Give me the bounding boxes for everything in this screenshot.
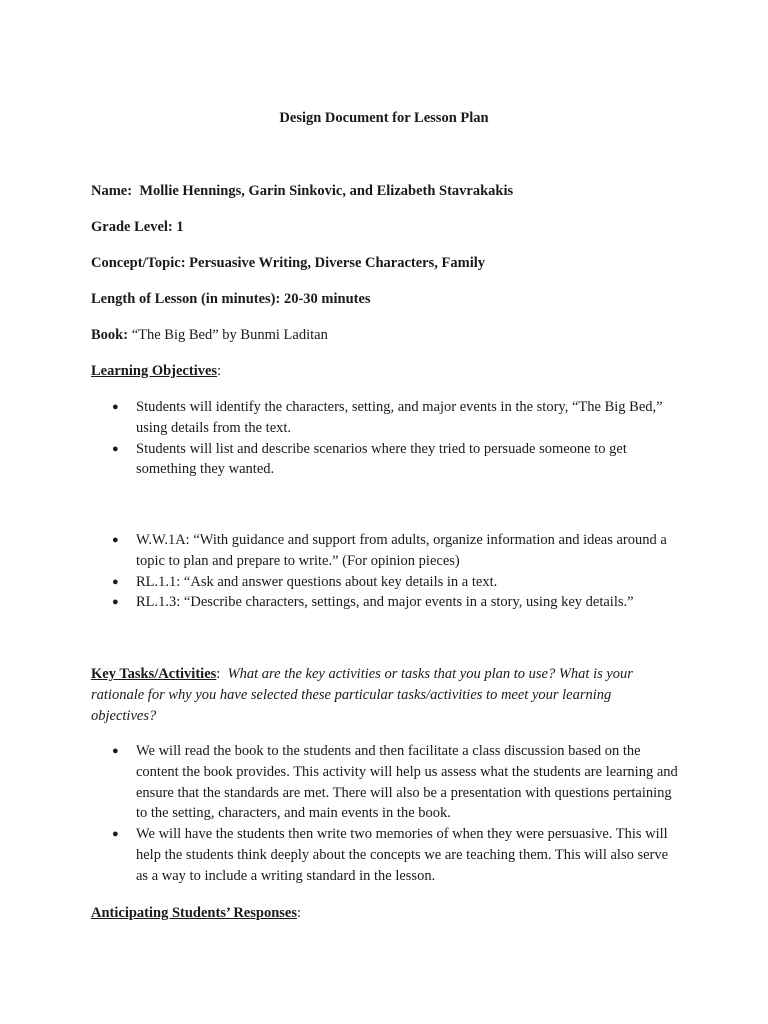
bullet-icon: ● [112, 442, 119, 455]
grade-label: Grade Level: [91, 219, 173, 235]
list-item [0, 824, 680, 886]
length-label: Length of Lesson (in minutes): [91, 291, 281, 307]
task-text: We will have the students then write two memories of when they were persuasive. This will help the students think deeply about the concepts we are teaching them. This will also serve as a way to include a writing standard in the lesson. [136, 826, 669, 884]
task-text: We will read the book to the students and then facilitate a class discussion based on the content the book provides. This activity will help us assess what the students are learning and ensure that the standards are met. There will also be a presentation with questions pertaining to the setting, characters, and main events in the book. [136, 743, 678, 822]
concept-line [91, 253, 485, 273]
anticipating-heading-line [91, 903, 301, 923]
tasks-colon: : [216, 666, 221, 682]
anticipating-heading: Anticipating Students’ Responses [91, 905, 297, 921]
length-line [91, 289, 371, 309]
name-line [91, 181, 513, 201]
objective-text: Students will list and describe scenarios where they tried to persuade someone to get something they wanted. [136, 440, 627, 478]
bullet-icon: ● [112, 401, 119, 413]
bullet-icon: ● [112, 534, 119, 546]
tasks-prompt: What are the key activities or tasks that you plan to use? What is your rationale for why you have selected these particular tasks/activities to meet your learning objectives? [91, 666, 633, 724]
standard-text: RL.1.1: “Ask and answer questions about key details in a text. [136, 573, 498, 590]
length-value: 20-30 minutes [283, 291, 371, 307]
objective-text: Students will identify the characters, setting, and major events in the story, “The Big Bed,” using details from the text. [136, 399, 663, 436]
list-item [0, 439, 680, 481]
tasks-paragraph [91, 664, 671, 727]
book-value: “The Big Bed” by Bunmi Laditan [131, 327, 328, 343]
tasks-heading: Key Tasks/Activities [91, 666, 217, 682]
book-label: Book: [91, 327, 129, 343]
list-item [0, 741, 680, 824]
objectives-list [0, 397, 680, 480]
book-line [91, 325, 328, 345]
objectives-heading-line [91, 361, 221, 381]
name-value: Mollie Hennings, Garin Sinkovic, and Elizabeth Stavrakakis [139, 183, 514, 199]
list-item [0, 397, 680, 439]
grade-line [91, 217, 184, 237]
standard-text: W.W.1A: “With guidance and support from adults, organize information and ideas around a topic to plan and prepare to write.” (For opinion pieces) [136, 532, 667, 569]
grade-value: 1 [176, 219, 184, 235]
standards-list [0, 530, 680, 613]
document-title: Design Document for Lesson Plan [279, 110, 489, 126]
bullet-icon: ● [112, 828, 119, 841]
anticipating-colon: : [297, 905, 302, 921]
concept-label: Concept/Topic: [91, 255, 186, 271]
bullet-icon: ● [112, 745, 119, 757]
name-label: Name: [91, 183, 133, 199]
list-item [0, 572, 680, 593]
tasks-list [0, 741, 680, 887]
concept-value: Persuasive Writing, Diverse Characters, Family [189, 255, 486, 271]
standard-text: RL.1.3: “Describe characters, settings, and major events in a story, using key details.” [136, 594, 634, 611]
objectives-heading: Learning Objectives [91, 363, 218, 379]
objectives-colon: : [217, 363, 222, 379]
list-item [0, 530, 680, 572]
bullet-icon: ● [112, 596, 119, 609]
bullet-icon: ● [112, 575, 119, 588]
list-item [0, 592, 680, 613]
